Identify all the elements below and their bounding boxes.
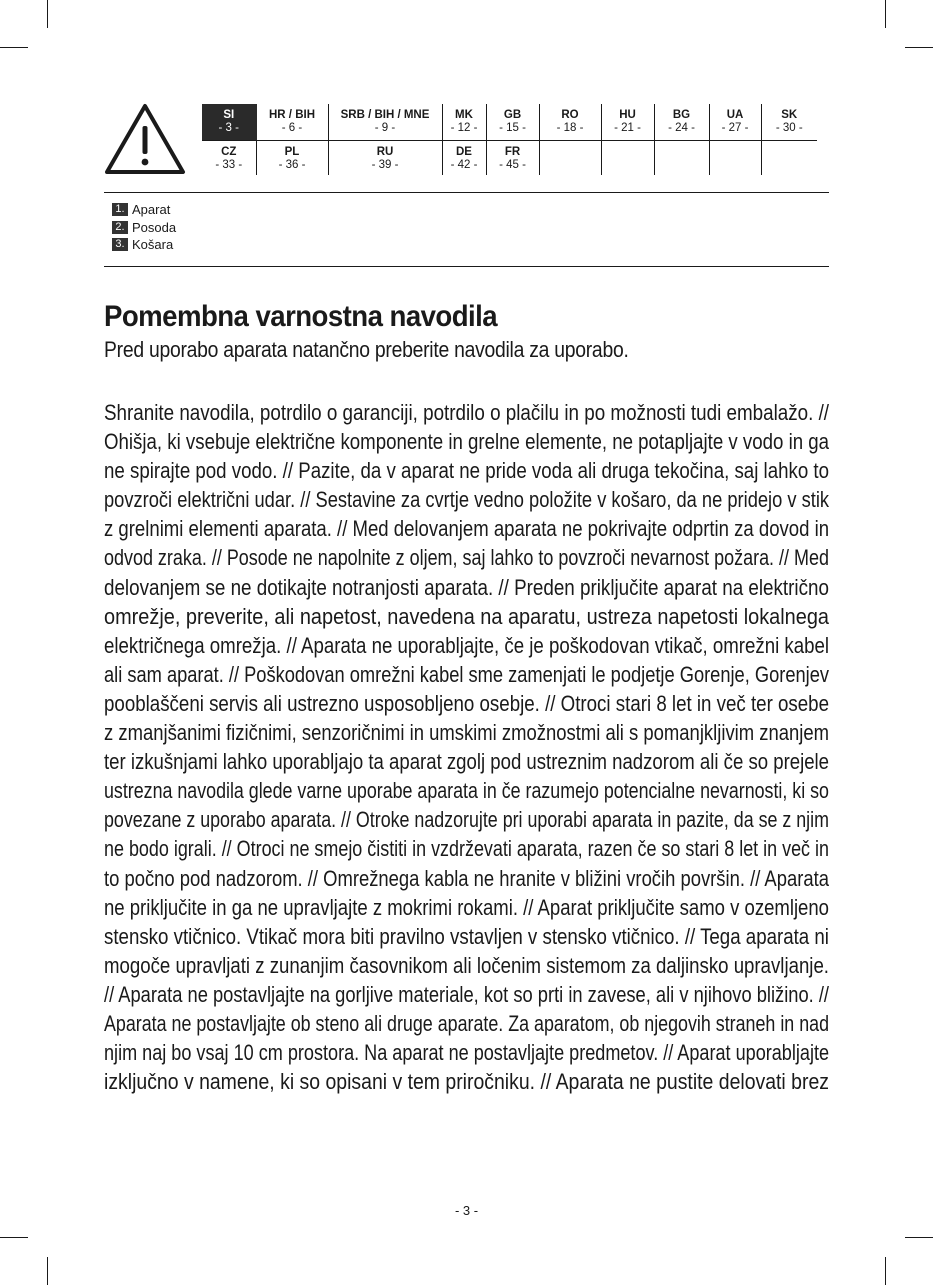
body-line: omrežje, preverite, ali napetost, navedena na aparatu, ustreza napetosti lokalnega <box>104 603 829 629</box>
language-cell-empty <box>761 141 817 176</box>
part-number: 2. <box>112 221 128 234</box>
language-code: GB <box>503 109 522 121</box>
crop-mark <box>0 47 28 48</box>
language-cell-ru[interactable] <box>328 141 442 176</box>
language-page: - 42 - <box>450 159 478 171</box>
part-label: Posoda <box>132 219 177 235</box>
body-line: povezane z uporabo aparata. // Otroke nadzorujte pri uporabi aparata in pazite, da se z njim <box>104 807 829 833</box>
body-line: električnega omrežja. // Aparata ne uporabljajte, če je poškodovan vtikač, omrežni kabel <box>104 632 830 658</box>
body-line: Aparata ne postavljajte ob steno ali druge aparate. Za aparatom, ob njegovih straneh in nad <box>104 1010 830 1036</box>
crop-mark <box>885 0 886 28</box>
body-line: ter izkušnjami lahko uporabljajo ta aparat zgolj pod ustreznim nadzorom ali če so prejele <box>104 749 830 775</box>
language-page: - 33 - <box>215 159 243 171</box>
body-line: ali sam aparat. // Poškodovan omrežni kabel sme zamenjati le podjetje Gorenje, Gorenjev <box>104 661 830 687</box>
language-cell-fr[interactable] <box>486 141 539 176</box>
language-row <box>202 104 817 141</box>
parts-list <box>112 201 176 254</box>
language-cell-hu[interactable] <box>601 104 654 141</box>
language-cell-de[interactable] <box>442 141 486 176</box>
language-code: BG <box>672 109 691 121</box>
language-cell-bg[interactable] <box>654 104 709 141</box>
body-line: ne bodo igrali. // Otroci ne smejo čistiti in vzdrževati aparata, razen če so stari 8 let in več in <box>104 836 829 862</box>
language-page: - 9 - <box>374 122 396 134</box>
section-subheading: Pred uporabo aparata natančno preberite navodila za uporabo. <box>104 337 629 362</box>
language-row <box>202 141 817 176</box>
body-line: stensko vtičnico. Vtikač mora biti pravilno vstavljen v stensko vtičnico. // Tega aparata ni <box>104 923 829 949</box>
safety-instructions-text <box>104 398 829 1096</box>
part-item <box>112 236 176 254</box>
language-page: - 15 - <box>499 122 526 134</box>
language-page: - 3 - <box>218 122 239 134</box>
language-code: RU <box>376 146 394 158</box>
language-page: - 27 - <box>721 122 749 134</box>
body-line: njim naj bo vsaj 10 cm prostora. Na aparat ne postavljajte predmetov. // Aparat uporabljajte <box>104 1040 830 1066</box>
crop-mark <box>47 0 48 28</box>
language-cell-empty <box>654 141 709 176</box>
body-line: ustrezna navodila glede varne uporabe aparata in če razumejo potencialne nevarnosti, ki so <box>104 778 829 804</box>
language-cell-cz[interactable] <box>202 141 256 176</box>
language-cell-empty <box>709 141 761 176</box>
body-line: delovanjem se ne dotikajte notranjosti aparata. // Preden priključite aparat na električno <box>104 574 829 600</box>
warning-icon <box>103 102 187 176</box>
language-cell-si[interactable] <box>202 104 256 141</box>
body-line: // Aparata ne postavljajte na gorljive materiale, kot so prti in zavese, ali v njihovo bližino. // <box>104 981 830 1007</box>
part-number: 3. <box>112 238 128 251</box>
part-item <box>112 201 176 219</box>
language-page: - 24 - <box>668 122 695 134</box>
language-code: HU <box>619 109 636 121</box>
language-page: - 36 - <box>278 159 306 171</box>
language-code: SI <box>223 109 235 121</box>
crop-mark <box>905 1237 933 1238</box>
crop-mark <box>0 1237 28 1238</box>
crop-mark <box>47 1257 48 1285</box>
body-line: mogoče upravljati z zunanjim časovnikom ali ločenim sistemom za daljinsko upravljanje. <box>104 952 829 978</box>
body-line: ne spirajte pod vodo. // Pazite, da v aparat ne pride voda ali druga tekočina, saj lahko to <box>104 458 829 484</box>
language-code: SK <box>781 109 798 121</box>
body-line: pooblaščeni servis ali ustrezno usposobljeno osebje. // Otroci stari 8 let in več ter osebe <box>104 690 830 716</box>
part-number: 1. <box>112 203 128 216</box>
body-line: to počno pod nadzorom. // Omrežnega kabla ne hranite v bližini vročih površin. // Aparata <box>104 865 829 891</box>
language-code: FR <box>504 146 521 158</box>
language-code: HR / BIH <box>269 109 315 121</box>
divider <box>104 192 829 193</box>
language-cell-sk[interactable] <box>761 104 817 141</box>
language-cell-ua[interactable] <box>709 104 761 141</box>
body-line: Ohišja, ki vsebuje električne komponente in grelne elemente, ne potapljajte v vodo in ga <box>104 429 830 455</box>
body-line: z grelnimi elementi aparata. // Med delovanjem aparata ne pokrivajte odprtin za dovod in <box>104 516 830 542</box>
language-page: - 6 - <box>281 122 303 134</box>
language-page: - 18 - <box>556 122 584 134</box>
part-label: Aparat <box>132 202 171 217</box>
language-page: - 12 - <box>450 122 478 134</box>
language-code: DE <box>456 146 472 158</box>
language-cell-pl[interactable] <box>256 141 328 176</box>
language-page: - 21 - <box>614 122 641 134</box>
language-cell-mk[interactable] <box>442 104 486 141</box>
page-number: - 3 - <box>454 1203 479 1218</box>
language-cell-empty <box>601 141 654 176</box>
body-line: ne priključite in ga ne upravljajte z mokrimi rokami. // Aparat priključite samo v ozemljeno <box>104 894 829 920</box>
language-code: RO <box>561 109 579 121</box>
body-line: odvod zraka. // Posode ne napolnite z oljem, saj lahko to povzroči nevarnost požara. // Med <box>104 545 829 571</box>
part-label: Košara <box>132 237 174 252</box>
language-code: MK <box>455 109 473 121</box>
body-line: izključno v namene, ki so opisani v tem priročniku. // Aparata ne pustite delovati brez <box>104 1069 829 1095</box>
language-cell-gb[interactable] <box>486 104 539 141</box>
part-item <box>112 219 176 237</box>
language-code: CZ <box>221 146 237 158</box>
divider <box>104 266 829 267</box>
language-page: - 45 - <box>499 159 526 171</box>
language-page: - 39 - <box>371 159 399 171</box>
language-cell-hr-bih[interactable] <box>256 104 328 141</box>
crop-mark <box>885 1257 886 1285</box>
language-cell-srb-bih-mne[interactable] <box>328 104 442 141</box>
section-heading: Pomembna varnostna navodila <box>104 300 498 333</box>
body-line: z zmanjšanimi fizičnimi, senzoričnimi in umskimi zmožnostmi ali s pomanjkljivim znanjem <box>104 720 830 746</box>
crop-mark <box>905 47 933 48</box>
language-page: - 30 - <box>775 122 803 134</box>
language-code: PL <box>284 146 300 158</box>
language-code: UA <box>726 109 744 121</box>
language-code: SRB / BIH / MNE <box>340 109 430 121</box>
body-line: povzroči električni udar. // Sestavine za cvrtje vedno položite v košaro, da ne pridejo v stik <box>104 487 830 513</box>
body-line: Shranite navodila, potrdilo o garanciji, potrdilo o plačilu in po možnosti tudi embalažo. // <box>104 400 830 425</box>
language-cell-ro[interactable] <box>539 104 601 141</box>
language-cell-empty <box>539 141 601 176</box>
language-index-table <box>202 104 817 175</box>
